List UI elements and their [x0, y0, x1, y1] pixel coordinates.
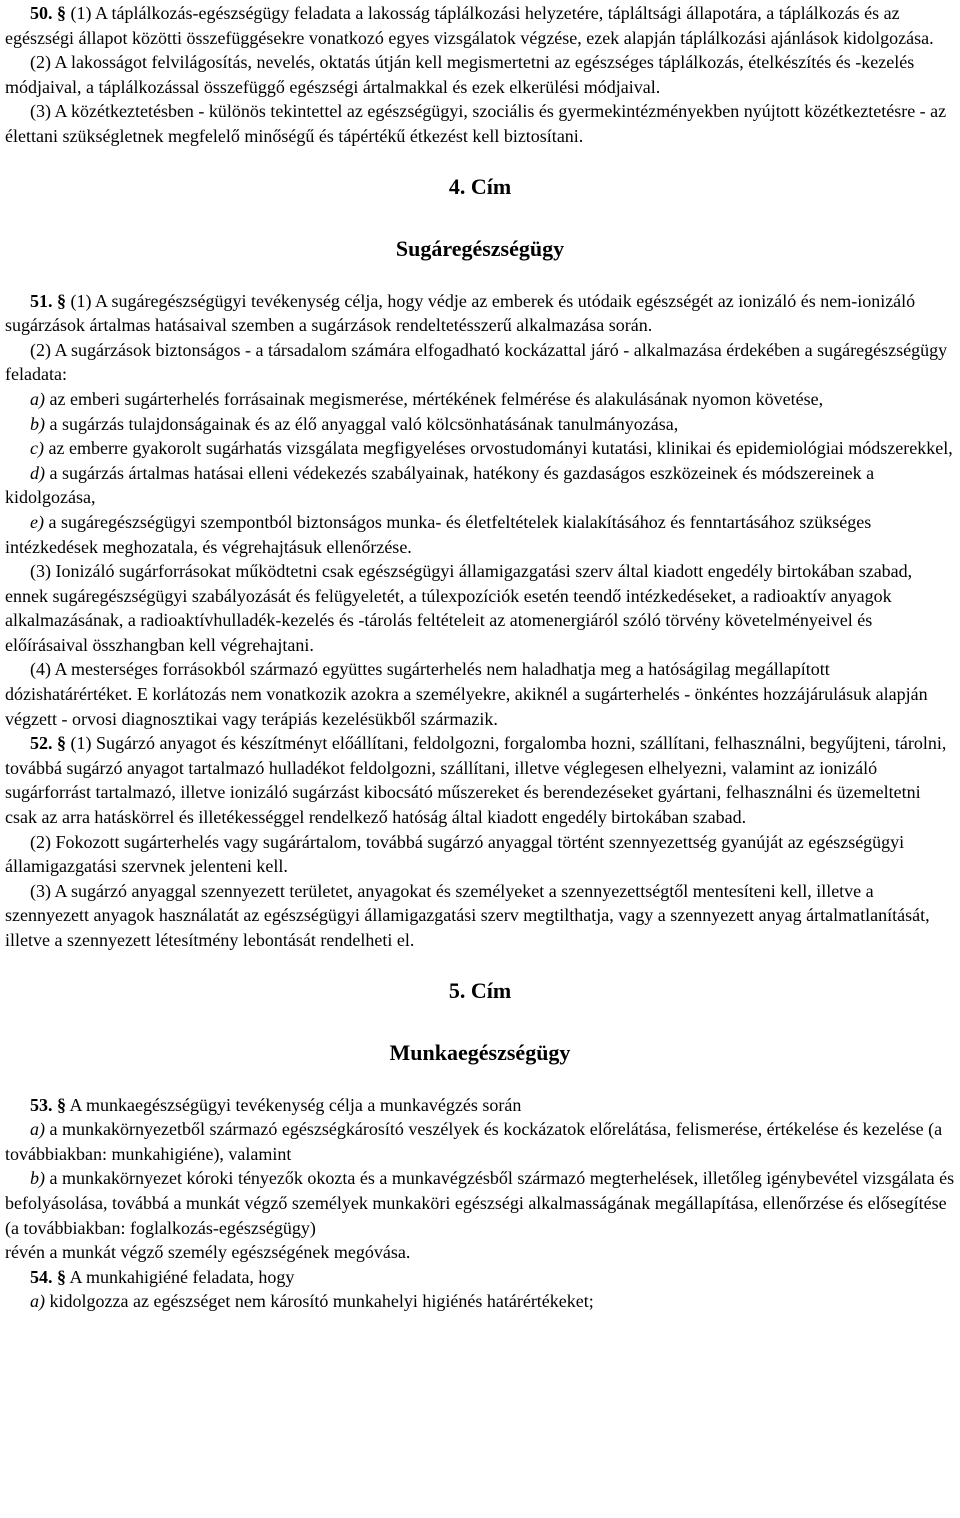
list-item	[5, 461, 955, 510]
item-label: a)	[30, 1291, 45, 1312]
paragraph-text: A munkaegészségügyi tevékenység célja a munkavégzés során	[66, 1094, 522, 1115]
paragraph-54	[5, 1265, 955, 1290]
chapter-title: Sugáregészségügy	[395, 235, 565, 261]
chapter-title: Munkaegészségügy	[389, 1039, 571, 1065]
paragraph-51-1	[5, 289, 955, 338]
paragraph-text: (1) Sugárzó anyagot és készítményt előállítani, feldolgozni, forgalomba hozni, szállítani, felhasználni, begyűjteni, tárolni, továbbá sugárzó anyagot tartalmazó hulladékot feldolgozni, szállítani, illetve véglegesen elhelyezni, valamint az ionizáló sugárforrást tartalmazó, illetve ionizáló sugárzást kibocsátó műszereket és berendezéseket gyártani, felhasználni és üzemeltetni csak az arra hatáskörrel és illetékességgel rendelkező hatóság által kiadott engedély birtokában szabad.	[5, 733, 947, 828]
item-text: az emberre gyakorolt sugárhatás vizsgálata megfigyeléses orvostudományi kutatási, klinikai és epidemiológiai módszerekkel,	[43, 438, 953, 459]
paragraph-51-2: (2) A sugárzások biztonságos - a társadalom számára elfogadható kockázattal járó - alkalmazása érdekében a sugáregészségügy feladata:	[5, 339, 948, 385]
list-item	[5, 1289, 955, 1314]
chapter-number: 5. Cím	[448, 977, 512, 1003]
item-text: a munkakörnyezet kóroki tényezők okozta és a munkavégzésből származó megterhelések, illetőleg igénybevétel vizsgálata és befolyásolása, továbbá a munkát végző személyek munkaköri egészségi alkalmasságának megállapítása, ellenőrzése és elősegítése (a továbbiakban: foglalkozás-egészségügy)	[5, 1168, 955, 1238]
item-text: a sugárzás tulajdonságainak és az élő anyaggal való kölcsönhatásának tanulmányozása,	[45, 413, 679, 434]
list-item	[5, 412, 955, 437]
item-text: a sugárzás ártalmas hatásai elleni védekezés szabályainak, hatékony és gazdaságos eszközeinek és módszereinek a kidolgozása,	[5, 462, 875, 508]
paragraph-text: (1) A táplálkozás-egészségügy feladata a lakosság táplálkozási helyzetére, tápláltsági állapotára, a táplálkozás és az egészségi állapot közötti összefüggésekre vonatkozó egyes vizsgálatok végzése, ezek alapján táplálkozási ajánlások kidolgozása.	[5, 3, 934, 48]
item-label: e)	[30, 511, 44, 532]
item-label: b)	[30, 413, 45, 434]
item-label: c)	[30, 438, 44, 459]
section-sign: §	[57, 290, 66, 311]
paragraph-text: A munkahigiéné feladata, hogy	[66, 1266, 295, 1287]
paragraph-number: 52.	[30, 733, 53, 754]
paragraph-50-1	[5, 1, 955, 50]
paragraph-50-3: (3) A közétkeztetésben - különös tekintettel az egészségügyi, szociális és gyermekintézményekben nyújtott közétkeztetésre - az élettani szükségletnek megfelelő minőségű és tápértékű étkezést kell biztosítani.	[5, 101, 947, 146]
item-label: b)	[30, 1168, 45, 1189]
section-sign: §	[57, 733, 66, 754]
paragraph-53	[5, 1093, 955, 1118]
paragraph-number: 50.	[30, 3, 53, 23]
item-text: az emberi sugárterhelés forrásainak megismerése, mértékének felmérése és alakulásának nyomon követése,	[45, 388, 824, 409]
chapter-number: 4. Cím	[448, 173, 512, 199]
section-sign: §	[57, 1266, 66, 1287]
list-item	[5, 510, 955, 559]
paragraph-number: 53.	[30, 1094, 53, 1115]
paragraph-53-outro: révén a munkát végző személy egészségének megóvása.	[5, 1242, 411, 1263]
list-item	[5, 436, 955, 461]
paragraph-52-3: (3) A sugárzó anyaggal szennyezett területet, anyagokat és személyeket a szennyezettségtől mentesíteni kell, illetve a szennyezett anyagok használatát az egészségügyi államigazgatási szerv megtilthatja, vagy a szennyezett anyag ártalmatlanítását, illetve a szennyezett létesítmény lebontását rendelheti el.	[5, 880, 930, 950]
item-text: a munkakörnyezetből származó egészségkárosító veszélyek és kockázatok előrelátása, felismerése, értékelése és kezelése (a továbbiakban: munkahigiéne), valamint	[5, 1119, 943, 1164]
paragraph-52-1	[5, 731, 955, 829]
paragraph-number: 54.	[30, 1266, 53, 1287]
item-text: kidolgozza az egészséget nem károsító munkahelyi higiénés határértékeket;	[45, 1291, 594, 1312]
item-label: d)	[30, 462, 45, 483]
paragraph-text: (1) A sugáregészségügyi tevékenység célja, hogy védje az emberek és utódaik egészségét az ionizáló és nem-ionizáló sugárzások ártalmas hatásaival szemben a sugárzások rendeltetésszerű alkalmazása során.	[5, 290, 916, 336]
list-item	[5, 387, 955, 412]
item-text: a sugáregészségügyi szempontból biztonságos munka- és életfeltételek kialakításához és fenntartásához szükséges intézkedések meghozatala, és végrehajtásuk ellenőrzése.	[5, 511, 872, 557]
paragraph-50-2: (2) A lakosságot felvilágosítás, nevelés, oktatás útján kell megismertetni az egészséges táplálkozás, ételkészítés és -kezelés módjaival, a táplálkozással összefüggő egészségi ártalmakkal és ezek elkerülési módjaival.	[5, 52, 915, 97]
paragraph-51-4: (4) A mesterséges forrásokból származó együttes sugárterhelés nem haladhatja meg a hatóságilag megállapított dózishatárértéket. E korlátozás nem vonatkozik azokra a személyekre, akiknél a sugárterhelés - önkéntes hozzájárulásuk alapján végzett - orvosi diagnosztikai vagy terápiás kezelésükből származik.	[5, 659, 928, 729]
paragraph-number: 51.	[30, 290, 53, 311]
item-label: a)	[30, 388, 45, 409]
list-item	[5, 1117, 955, 1166]
paragraph-51-3: (3) Ionizáló sugárforrásokat működtetni csak egészségügyi államigazgatási szerv által kiadott engedély birtokában szabad, ennek sugáregészségügyi szabályozását és felügyeletét, a túlexpozíciók esetén teendő intézkedéseket, a radioaktív anyagok alkalmazásának, a radioaktívhulladék-kezelés és -tárolás feltételeit az atomenergiáról szóló törvény követelményeivel és előírásaival összhangban kell végrehajtani.	[5, 561, 913, 655]
section-sign: §	[57, 1094, 66, 1115]
paragraph-52-2: (2) Fokozott sugárterhelés vagy sugárártalom, továbbá sugárzó anyaggal történt szennyezettség gyanúját az egészségügyi államigazgatási szervnek jelenteni kell.	[5, 831, 905, 877]
section-sign: §	[57, 3, 66, 23]
item-label: a)	[30, 1119, 45, 1140]
list-item	[5, 1166, 955, 1240]
